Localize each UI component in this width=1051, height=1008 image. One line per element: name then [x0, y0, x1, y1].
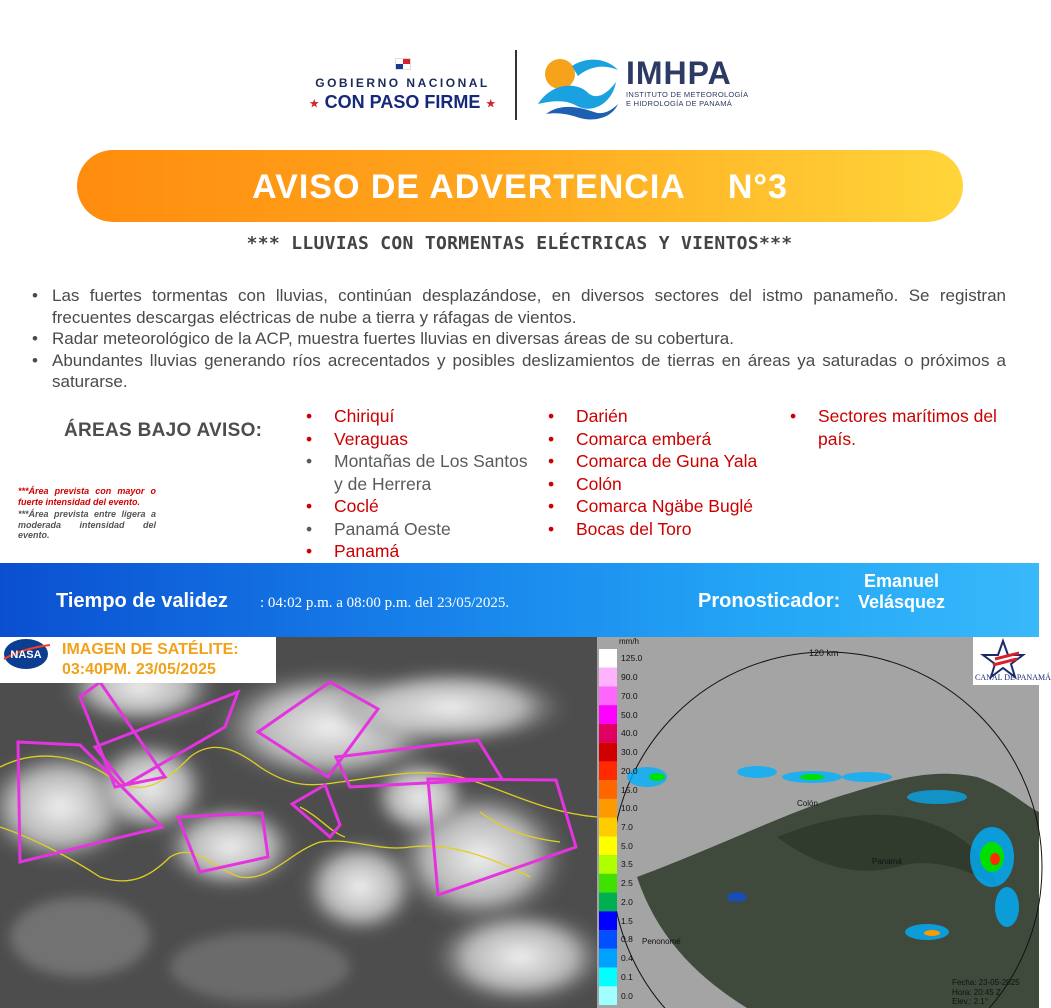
scale-swatch [599, 818, 617, 837]
org-sub1: INSTITUTO DE METEOROLOGÍA [626, 90, 749, 99]
area-item: • Chiriquí [306, 405, 536, 428]
area-item: • Comarca Ngäbe Buglé [548, 495, 788, 518]
area-item: • Bocas del Toro [548, 518, 788, 541]
radar-scale-unit: mm/h [619, 637, 639, 646]
logo-divider [515, 50, 517, 120]
radar-image [597, 637, 1051, 1008]
area-item: • Montañas de Los Santos y de Herrera [306, 450, 536, 495]
scale-swatch [599, 686, 617, 705]
org-sub2: E HIDROLOGÍA DE PANAMÁ [626, 99, 733, 108]
scale-swatch [599, 930, 617, 949]
gobierno-logo [300, 58, 505, 113]
area-item: • Comarca emberá [548, 428, 788, 451]
scale-label: 1.5 [621, 915, 633, 926]
banner-title [77, 168, 963, 207]
satellite-caption [0, 637, 276, 683]
scale-label: 10.0 [621, 803, 638, 814]
satellite-map [0, 637, 597, 1008]
org-name: IMHPA [626, 55, 732, 91]
nasa-logo-icon [0, 637, 52, 671]
bullet-item: • Abundantes lluvias generando ríos acrecentados y posibles deslizamientos de tierras en áreas ya saturadas o próximos a saturarse. [32, 350, 1006, 393]
scale-label: 3.5 [621, 859, 633, 870]
header-logos [0, 50, 1039, 125]
scale-swatch [599, 968, 617, 987]
scale-swatch [599, 949, 617, 968]
banner-title-text: AVISO DE ADVERTENCIA [252, 168, 686, 206]
scale-label: 0.0 [621, 990, 633, 1001]
warning-bullets [32, 285, 1006, 393]
scale-swatch [599, 761, 617, 780]
satellite-caption-line2: 03:40PM. 23/05/2025 [62, 661, 216, 678]
forecaster-first: Emanuel [864, 571, 940, 591]
scale-swatch [599, 705, 617, 724]
canal-star-icon [973, 637, 1039, 677]
star-icon: ★ [485, 96, 497, 111]
nasa-logo-text: NASA [10, 649, 42, 661]
radar-time: Hora: 20:45 Z [952, 987, 1001, 997]
scale-label: 0.4 [621, 953, 633, 964]
radar-color-scale [597, 649, 619, 1005]
forecaster-label: Pronosticador: [698, 590, 841, 612]
areas-label: ÁREAS BAJO AVISO: [64, 420, 263, 441]
area-item: • Colón [548, 473, 788, 496]
area-item: • Comarca de Guna Yala [548, 450, 788, 473]
satellite-image [0, 637, 597, 1008]
scale-label: 30.0 [621, 747, 638, 758]
scale-swatch [599, 668, 617, 687]
scale-swatch [599, 911, 617, 930]
bullet-item: • Las fuertes tormentas con lluvias, continúan desplazándose, en diversos sectores del istmo panameño. Se registran frecuentes descargas eléctricas de nube a tierra y ráfagas de vientos. [32, 285, 1006, 328]
scale-swatch [599, 855, 617, 874]
canal-logo [973, 637, 1051, 685]
area-item: • Sectores marítimos del país. [790, 405, 1030, 450]
area-item: • Panamá [306, 540, 536, 563]
panama-flag-icon [395, 58, 411, 70]
city-penonome: Penonomé [642, 937, 681, 946]
legend-red: ***Área prevista con mayor o fuerte intensidad del evento. [18, 486, 156, 507]
scale-swatch [599, 649, 617, 668]
validity-value: : 04:02 p.m. a 08:00 p.m. del 23/05/2025. [260, 595, 510, 611]
validity-bar [0, 563, 1039, 637]
city-colon: Colón [797, 799, 818, 808]
scale-swatch [599, 780, 617, 799]
scale-label: 0.1 [621, 971, 633, 982]
satellite-caption-text [62, 640, 239, 680]
forecaster-last: Velásquez [858, 592, 946, 612]
area-item: • Coclé [306, 495, 536, 518]
radar-date: Fecha: 23-05-2025 [952, 978, 1020, 987]
area-item: • Panamá Oeste [306, 518, 536, 541]
warning-banner [77, 150, 963, 222]
gobierno-line1: GOBIERNO NACIONAL [315, 76, 490, 90]
radar-elev: Elev.: 2.1° [952, 997, 988, 1006]
areas-column-3 [790, 405, 1030, 450]
banner-number: N°3 [727, 168, 788, 206]
areas-column-2 [548, 405, 788, 540]
scale-label: 2.5 [621, 878, 633, 889]
scale-label: 2.0 [621, 896, 633, 907]
scale-label: 0.8 [621, 934, 633, 945]
areas-column-1 [306, 405, 536, 563]
satellite-caption-line1: IMAGEN DE SATÉLITE: [62, 641, 239, 658]
canal-brand: CANAL DE PANAMÁ [975, 673, 1051, 682]
radar-meta [952, 978, 1020, 1007]
area-item: • Darién [548, 405, 788, 428]
scale-swatch [599, 874, 617, 893]
scale-label: 50.0 [621, 709, 638, 720]
legend-gray: ***Área prevista entre ligera a moderada intensidad del evento. [18, 509, 156, 540]
scale-swatch [599, 836, 617, 855]
imhpa-text [626, 56, 748, 108]
area-item: • Veraguas [306, 428, 536, 451]
scale-label: 7.0 [621, 822, 633, 832]
scale-swatch [599, 799, 617, 818]
scale-label: 90.0 [621, 672, 638, 683]
imhpa-logo-icon [532, 52, 622, 122]
validity-label: Tiempo de validez [56, 590, 228, 612]
scale-label: 40.0 [621, 728, 638, 739]
bullet-item: • Radar meteorológico de la ACP, muestra fuertes lluvias en diversas áreas de su cobertura. [32, 328, 1006, 350]
city-panama: Panamá [872, 857, 902, 866]
warning-subtitle: *** LLUVIAS CON TORMENTAS ELÉCTRICAS Y VIENTOS*** [246, 233, 793, 254]
scale-swatch [599, 893, 617, 912]
forecaster-name [858, 571, 945, 613]
scale-swatch [599, 724, 617, 743]
radar-range-label: 120 km [809, 648, 839, 658]
scale-label: 20.0 [621, 765, 638, 776]
scale-swatch [599, 986, 617, 1005]
scale-swatch [599, 743, 617, 762]
star-icon: ★ [308, 96, 320, 111]
radar-map [597, 637, 1039, 1008]
gobierno-slogan: CON PASO FIRME [324, 92, 481, 112]
scale-label: 125.0 [621, 653, 643, 664]
scale-label: 70.0 [621, 690, 638, 701]
scale-label: 5.0 [621, 840, 633, 851]
gobierno-line2 [300, 92, 505, 113]
areas-legend [18, 486, 156, 541]
scale-label: 15.0 [621, 784, 638, 795]
